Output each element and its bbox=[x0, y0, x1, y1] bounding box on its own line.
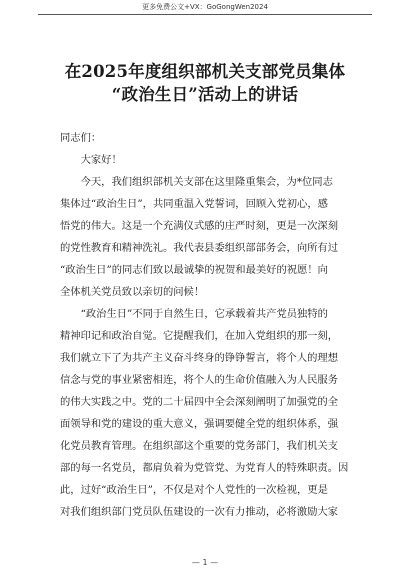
body-line: 面领导和党的建设的重大意义，强调要健全党的组织体系，强 bbox=[60, 418, 339, 430]
body-line: “政治生日”不同于自然生日，它承载着共产党员独特的 bbox=[60, 308, 328, 320]
page-header bbox=[0, 0, 410, 14]
body-line: 集体过“政治生日”，共同重温入党誓词，回顾入党初心，感 bbox=[60, 198, 328, 210]
body-line: 全体机关党员致以亲切的问候！ bbox=[60, 286, 205, 298]
body-line: “政治生日”的同志们致以最诚挚的祝贺和最美好的祝愿！向 bbox=[60, 264, 328, 276]
body-line: 的党性教育和精神洗礼。我代表县委组织部部务会，向所有过 bbox=[60, 242, 339, 254]
header-text: 更多免费公文+VX：GoGongWen2024 bbox=[142, 3, 268, 11]
body-line: 化党员教育管理。在组织部这个重要的党务部门，我们机关支 bbox=[60, 440, 339, 452]
body-line: 我们就立下了为共产主义奋斗终身的铮铮誓言，将个人的理想 bbox=[60, 352, 339, 364]
body-line: 精神印记和政治自觉。它提醒我们，在加入党组织的那一刻， bbox=[60, 330, 339, 342]
body-line: 部的每一名党员，都肩负着为党管党、为党育人的特殊职责。因 bbox=[60, 462, 349, 474]
header-rule bbox=[38, 14, 372, 15]
greeting: 大家好！ bbox=[60, 154, 122, 166]
body-line: 的伟大实践之中。党的二十届四中全会深刻阐明了加强党的全 bbox=[60, 396, 339, 408]
body-line: 此，过好“政治生日”，不仅是对个人党性的一次检视，更是 bbox=[60, 484, 328, 496]
body-line: 今天，我们组织部机关支部在这里隆重集会，为*位同志 bbox=[60, 176, 333, 188]
body-line: 悟党的伟大。这是一个充满仪式感的庄严时刻，更是一次深刻 bbox=[60, 220, 339, 232]
document-title-line-2: “政治生日”活动上的讲话 bbox=[111, 85, 299, 104]
body-line: 对我们组织部门党员队伍建设的一次有力推动，必将激励大家 bbox=[60, 506, 339, 518]
salutation: 同志们： bbox=[60, 132, 102, 144]
page-number: — 1 — bbox=[191, 558, 219, 567]
document-title-line-1: 在2025年度组织部机关支部党员集体 bbox=[64, 62, 346, 81]
body-line: 信念与党的事业紧密相连，将个人的生命价值融入为人民服务 bbox=[60, 374, 339, 386]
